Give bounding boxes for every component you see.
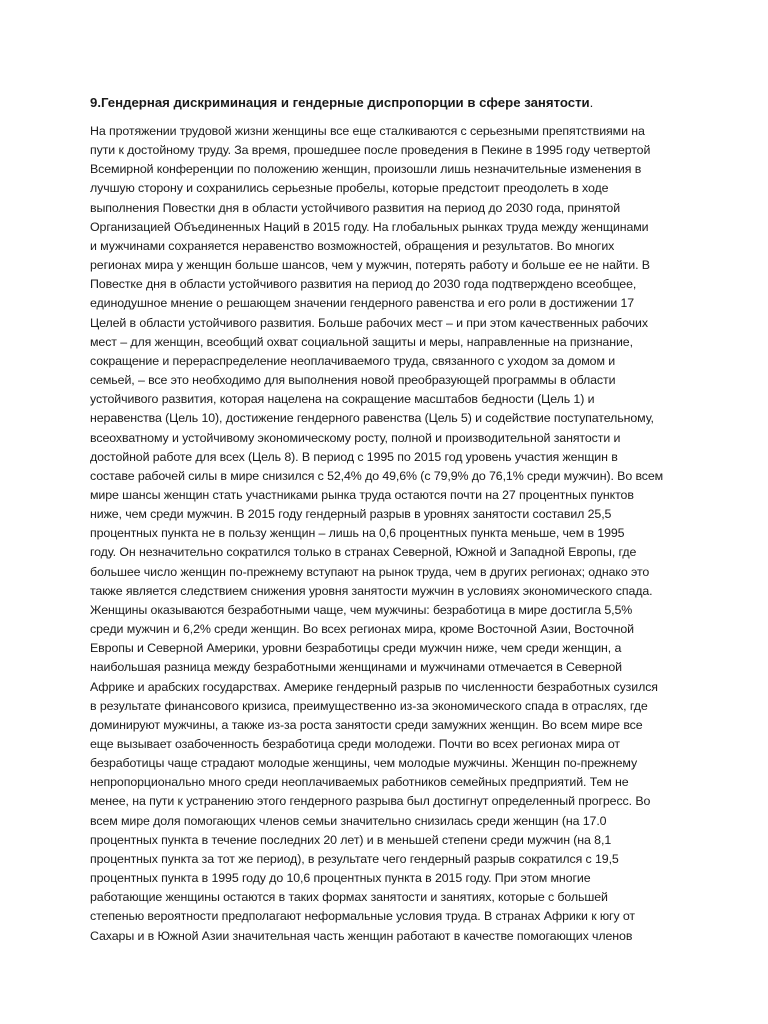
paragraph-line: Всемирной конференции по положению женщин, произошли лишь незначительные изменения в [90, 162, 642, 177]
paragraph-line: в результате финансового кризиса, преимущественно из-за экономического спада в отраслях, где [90, 698, 648, 713]
paragraph-line: пути к достойному труду. За время, прошедшее после проведения в Пекине в 1995 году четвертой [90, 143, 651, 158]
paragraph-line: мире шансы женщин стать участниками рынка труда остаются почти на 27 процентных пунктов [90, 487, 634, 502]
paragraph-line: процентных пункта в 1995 году до 10,6 процентных пункта в 2015 году. При этом многие [90, 871, 591, 886]
paragraph-line: Европы и Северной Америки, уровни безработицы среди мужчин ниже, чем среди женщин, а [90, 641, 622, 656]
paragraph-line: неравенства (Цель 10), достижение гендерного равенства (Цель 5) и содействие поступательному, [90, 411, 654, 426]
paragraph-line: степенью вероятности предполагают неформальные условия труда. В странах Африки к югу от [90, 909, 636, 924]
paragraph-line: процентных пункта за тот же период), в результате чего гендерный разрыв сократился с 19,5 [90, 851, 619, 866]
paragraph-line: Африке и арабских государствах. Америке гендерный разрыв по численности безработных сузился [90, 679, 658, 694]
paragraph-line: На протяжении трудовой жизни женщины все еще сталкиваются с серьезными препятствиями на [90, 124, 645, 138]
section-heading-period: . [589, 95, 594, 110]
section-heading-text: 9.Гендерная дискриминация и гендерные диспропорции в сфере занятости [90, 95, 590, 110]
paragraph-line: регионах мира у женщин больше шансов, чем у мужчин, потерять работу и больше ее не найти. В [90, 258, 650, 273]
paragraph-line: и мужчинами сохраняется неравенство возможностей, обращения и результатов. Во многих [90, 238, 615, 253]
paragraph-line: также является следствием снижения уровня занятости мужчин в условиях экономического спада. [90, 583, 653, 598]
paragraph-line: всем мире доля помогающих членов семьи значительно снизилась среди женщин (на 17.0 [90, 813, 607, 828]
paragraph-line: Повестке дня в области устойчивого развития на период до 2030 года подтверждено всеобщее, [90, 277, 637, 292]
paragraph-line: процентных пункта в течение последних 20 лет) и в меньшей степени среди мужчин (на 8,1 [90, 832, 612, 847]
paragraph-line: лучшую сторону и сохранились серьезные пробелы, которые предстоит преодолеть в ходе [90, 181, 609, 196]
paragraph-line: единодушное мнение о решающем значении гендерного равенства и его роли в достижении 17 [90, 296, 635, 311]
paragraph-line: еще вызывает озабоченность безработица среди молодежи. Почти во всех регионах мира от [90, 737, 620, 751]
paragraph-line: ниже, чем среди мужчин. В 2015 году гендерный разрыв в уровнях занятости составил 25,5 [90, 507, 612, 522]
paragraph-line: Целей в области устойчивого развития. Больше рабочих мест – и при этом качественных рабочих [90, 315, 648, 330]
section-heading [90, 93, 690, 112]
paragraph-line: процентных пункта не в пользу женщин – лишь на 0,6 процентных пункта меньше, чем в 1995 [90, 526, 625, 541]
paragraph-line: безработицы чаще страдают молодые женщины, чем молодые мужчины. Женщин по-прежнему [90, 756, 638, 771]
paragraph-line: доминируют мужчины, а также из-за роста занятости среди замужних женщин. Во всем мире все [90, 717, 643, 732]
paragraph-line: среди мужчин и 6,2% среди женщин. Во всех регионах мира, кроме Восточной Азии, Восточной [90, 622, 635, 637]
paragraph-line: составе рабочей силы в мире снизился с 52,4% до 49,6% (с 79,9% до 76,1% среди мужчин). Во всем [90, 468, 664, 483]
document-content [90, 93, 690, 946]
paragraph-line: наибольшая разница между безработными женщинами и мужчинами отмечается в Северной [90, 660, 622, 675]
body-paragraph [90, 122, 690, 946]
paragraph-line: мест – для женщин, всеобщий охват социальной защиты и меры, направленные на признание, [90, 334, 633, 349]
paragraph-line: непропорционально много среди неоплачиваемых работников семейных предприятий. Тем не [90, 775, 629, 790]
paragraph-line: всеохватному и устойчивому экономическому росту, полной и производительной занятости и [90, 430, 621, 445]
paragraph-line: менее, на пути к устранению этого гендерного разрыва был достигнут определенный прогресс. Во [90, 794, 651, 809]
paragraph-line: Женщины оказываются безработными чаще, чем мужчины: безработица в мире достигла 5,5% [90, 602, 633, 617]
paragraph-line: большее число женщин по-прежнему вступают на рынок труда, чем в других регионах; однако это [90, 564, 650, 579]
paragraph-line: сокращение и перераспределение неоплачиваемого труда, связанного с уходом за домом и [90, 353, 616, 368]
paragraph-line: работающие женщины остаются в таких формах занятости и занятиях, которые с большей [90, 890, 608, 905]
paragraph-line: году. Он незначительно сократился только в странах Северной, Южной и Западной Европы, где [90, 545, 637, 560]
paragraph-line: семьей, – все это необходимо для выполнения новой преобразующей программы в области [90, 373, 616, 388]
paragraph-line: достойной работе для всех (Цель 8). В период с 1995 по 2015 год уровень участия женщин в [90, 449, 618, 464]
paragraph-line: Сахары и в Южной Азии значительная часть женщин работают в качестве помогающих членов [90, 928, 633, 943]
paragraph-line: выполнения Повестки дня в области устойчивого развития на период до 2030 года, принятой [90, 200, 621, 215]
paragraph-line: Организацией Объединенных Наций в 2015 году. На глобальных рынках труда между женщинами [90, 219, 649, 234]
paragraph-line: устойчивого развития, которая нацелена на сокращение масштабов бедности (Цель 1) и [90, 392, 595, 407]
